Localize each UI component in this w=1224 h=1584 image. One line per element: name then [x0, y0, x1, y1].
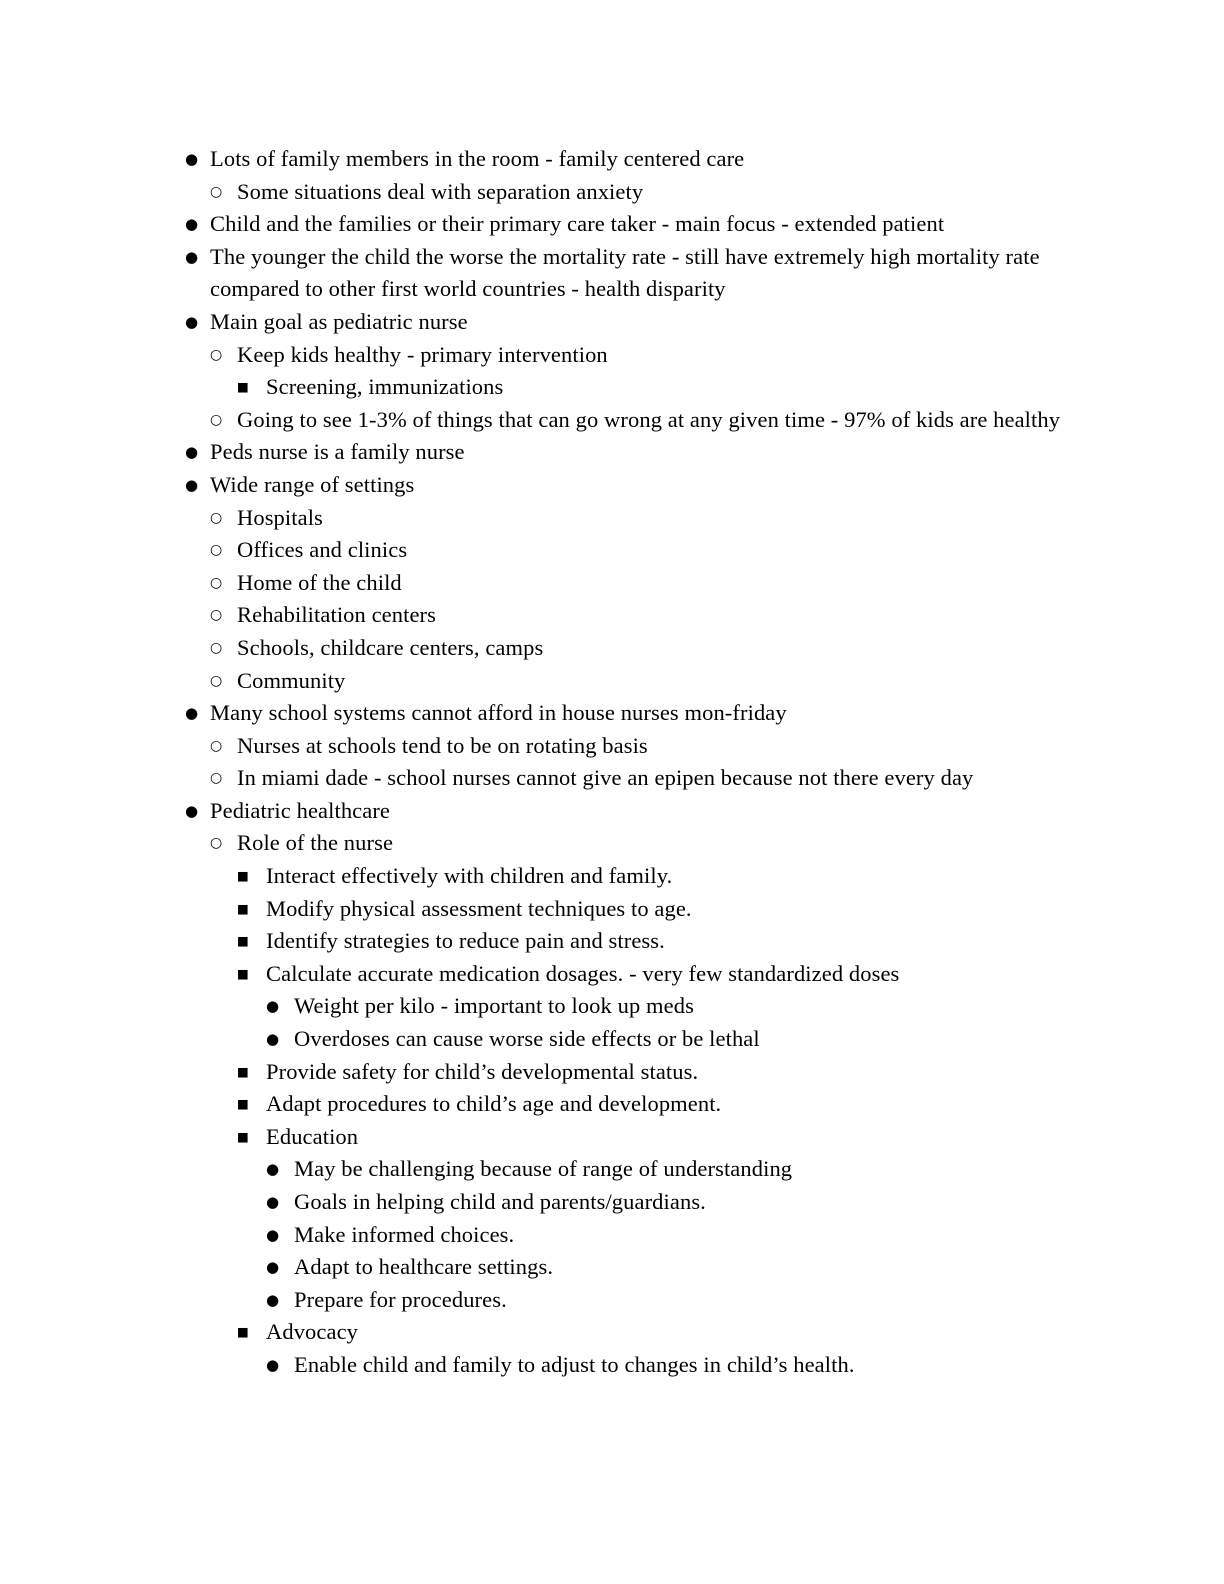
outline-item-text: Rehabilitation centers	[237, 602, 437, 628]
bullet-marker-level-3-icon: ■	[237, 1324, 249, 1340]
outline-level-2	[210, 730, 1075, 795]
outline-item	[266, 1186, 1075, 1219]
bullet-marker-level-4-icon: ●	[266, 1290, 280, 1309]
outline-item-text: Make informed choices.	[294, 1221, 515, 1247]
bullet-marker-level-2-icon: ○	[210, 183, 223, 200]
outline-item-text: Modify physical assessment techniques to age.	[266, 895, 692, 921]
bullet-marker-level-1-icon: ●	[185, 475, 199, 494]
outline-item-text: Child and the families or their primary care taker - main focus - extended patient	[210, 211, 945, 237]
outline-item	[210, 502, 1075, 535]
outline-item	[266, 1219, 1075, 1252]
outline-item	[210, 599, 1075, 632]
outline-item-text: Role of the nurse	[237, 830, 394, 856]
outline-item	[237, 371, 1075, 404]
outline-item-text: May be challenging because of range of understanding	[294, 1156, 793, 1182]
outline-item-text: Adapt to healthcare settings.	[294, 1254, 554, 1280]
outline-list	[185, 143, 1075, 1382]
bullet-marker-level-1-icon: ●	[185, 704, 199, 723]
outline-item-text: Weight per kilo - important to look up meds	[294, 993, 694, 1019]
outline-item	[210, 730, 1075, 763]
bullet-marker-level-2-icon: ○	[210, 574, 223, 591]
outline-item-text: Calculate accurate medication dosages. - very few standardized doses	[266, 960, 900, 986]
outline-item-text: In miami dade - school nurses cannot give an epipen because not there every day	[237, 765, 974, 791]
bullet-marker-level-4-icon: ●	[266, 1193, 280, 1211]
outline-item	[185, 436, 1075, 469]
outline-item	[210, 665, 1075, 698]
bullet-marker-level-2-icon: ○	[210, 607, 223, 624]
outline-item-text: Nurses at schools tend to be on rotating basis	[237, 732, 648, 758]
outline-level-1	[185, 143, 1075, 1382]
outline-item-text: Education	[266, 1123, 359, 1149]
bullet-marker-level-4-icon: ●	[266, 1225, 280, 1244]
outline-item-text: Community	[237, 667, 346, 693]
outline-item	[185, 469, 1075, 697]
bullet-marker-level-3-icon: ■	[237, 868, 249, 884]
outline-item-text: Keep kids healthy - primary intervention	[237, 341, 608, 367]
bullet-marker-level-4-icon: ●	[266, 997, 280, 1016]
outline-item-text: Main goal as pediatric nurse	[210, 308, 468, 334]
outline-item	[185, 208, 1075, 241]
outline-item	[210, 632, 1075, 665]
outline-item-text: Many school systems cannot afford in house nurses mon-friday	[210, 700, 787, 726]
outline-item-text: Pediatric healthcare	[210, 797, 391, 823]
outline-item	[237, 860, 1075, 893]
bullet-marker-level-3-icon: ■	[237, 1096, 249, 1112]
outline-level-2	[210, 339, 1075, 437]
outline-item	[237, 1316, 1075, 1381]
outline-item	[185, 143, 1075, 208]
outline-item	[237, 893, 1075, 926]
outline-item	[237, 1121, 1075, 1317]
bullet-marker-level-1-icon: ●	[185, 312, 199, 331]
outline-item	[185, 697, 1075, 795]
outline-item-text: Interact effectively with children and family.	[266, 863, 673, 889]
bullet-marker-level-3-icon: ■	[237, 379, 249, 395]
outline-item	[266, 1153, 1075, 1186]
outline-item-text: Screening, immunizations	[266, 374, 504, 400]
outline-item	[210, 827, 1075, 1381]
outline-item-text: Some situations deal with separation anxiety	[237, 178, 644, 204]
outline-item	[185, 795, 1075, 1382]
outline-item	[237, 1056, 1075, 1089]
bullet-marker-level-2-icon: ○	[210, 639, 223, 656]
outline-item-text: Identify strategies to reduce pain and stress.	[266, 928, 665, 954]
outline-item	[185, 306, 1075, 436]
bullet-marker-level-1-icon: ●	[185, 215, 199, 234]
outline-item-text: Going to see 1-3% of things that can go wrong at any given time - 97% of kids are healthy	[237, 406, 1061, 432]
bullet-marker-level-1-icon: ●	[185, 443, 199, 462]
bullet-marker-level-2-icon: ○	[210, 835, 223, 852]
outline-level-2	[210, 176, 1075, 209]
bullet-marker-level-1-icon: ●	[185, 247, 199, 266]
outline-item	[266, 1251, 1075, 1284]
bullet-marker-level-2-icon: ○	[210, 542, 223, 559]
outline-level-2	[210, 502, 1075, 698]
bullet-marker-level-3-icon: ■	[237, 933, 249, 949]
outline-item-text: Overdoses can cause worse side effects or be lethal	[294, 1026, 760, 1052]
bullet-marker-level-3-icon: ■	[237, 1063, 249, 1079]
bullet-marker-level-2-icon: ○	[210, 672, 223, 689]
outline-item-text: Home of the child	[237, 569, 402, 595]
outline-item-text: Provide safety for child’s developmental status.	[266, 1058, 699, 1084]
outline-item-text: Hospitals	[237, 504, 323, 530]
outline-item	[237, 958, 1075, 1056]
outline-item	[185, 241, 1075, 306]
bullet-marker-level-4-icon: ●	[266, 1030, 280, 1049]
outline-item	[237, 925, 1075, 958]
outline-item	[210, 534, 1075, 567]
outline-level-4	[266, 990, 1075, 1055]
outline-level-4	[266, 1349, 1075, 1382]
outline-item	[210, 404, 1075, 437]
outline-item	[210, 339, 1075, 404]
outline-item	[266, 1284, 1075, 1317]
outline-item	[210, 567, 1075, 600]
outline-item-text: Advocacy	[266, 1319, 359, 1345]
bullet-marker-level-1-icon: ●	[185, 801, 199, 820]
outline-item-text: Goals in helping child and parents/guardians.	[294, 1189, 706, 1214]
bullet-marker-level-1-icon: ●	[185, 150, 199, 168]
outline-item-text: Wide range of settings	[210, 471, 415, 497]
outline-item-text: Peds nurse is a family nurse	[210, 439, 465, 465]
outline-item-text: Adapt procedures to child’s age and development.	[266, 1091, 722, 1117]
outline-item-text: The younger the child the worse the mortality rate - still have extremely high mortality rate compared to other first world countries - health disparity	[210, 243, 1040, 302]
outline-level-4	[266, 1153, 1075, 1316]
bullet-marker-level-4-icon: ●	[266, 1258, 280, 1277]
outline-item-text: Lots of family members in the room - family centered care	[210, 146, 745, 171]
outline-item	[266, 990, 1075, 1023]
outline-item-text: Offices and clinics	[237, 537, 408, 563]
bullet-marker-level-2-icon: ○	[210, 770, 223, 787]
bullet-marker-level-3-icon: ■	[237, 1128, 249, 1144]
bullet-marker-level-3-icon: ■	[237, 965, 249, 981]
outline-item-text: Schools, childcare centers, camps	[237, 634, 544, 660]
bullet-marker-level-3-icon: ■	[237, 900, 249, 916]
outline-item-text: Enable child and family to adjust to changes in child’s health.	[294, 1351, 855, 1377]
outline-level-3	[237, 860, 1075, 1382]
bullet-marker-level-4-icon: ●	[266, 1160, 280, 1179]
bullet-marker-level-2-icon: ○	[210, 737, 223, 754]
outline-level-3	[237, 371, 1075, 404]
outline-item	[237, 1088, 1075, 1121]
outline-item	[210, 762, 1075, 795]
bullet-marker-level-2-icon: ○	[210, 509, 223, 526]
outline-item	[266, 1023, 1075, 1056]
outline-item-text: Prepare for procedures.	[294, 1286, 507, 1312]
bullet-marker-level-2-icon: ○	[210, 411, 223, 428]
outline-level-2	[210, 827, 1075, 1381]
bullet-marker-level-2-icon: ○	[210, 346, 223, 363]
outline-item	[210, 176, 1075, 209]
outline-item	[266, 1349, 1075, 1382]
bullet-marker-level-4-icon: ●	[266, 1355, 280, 1374]
